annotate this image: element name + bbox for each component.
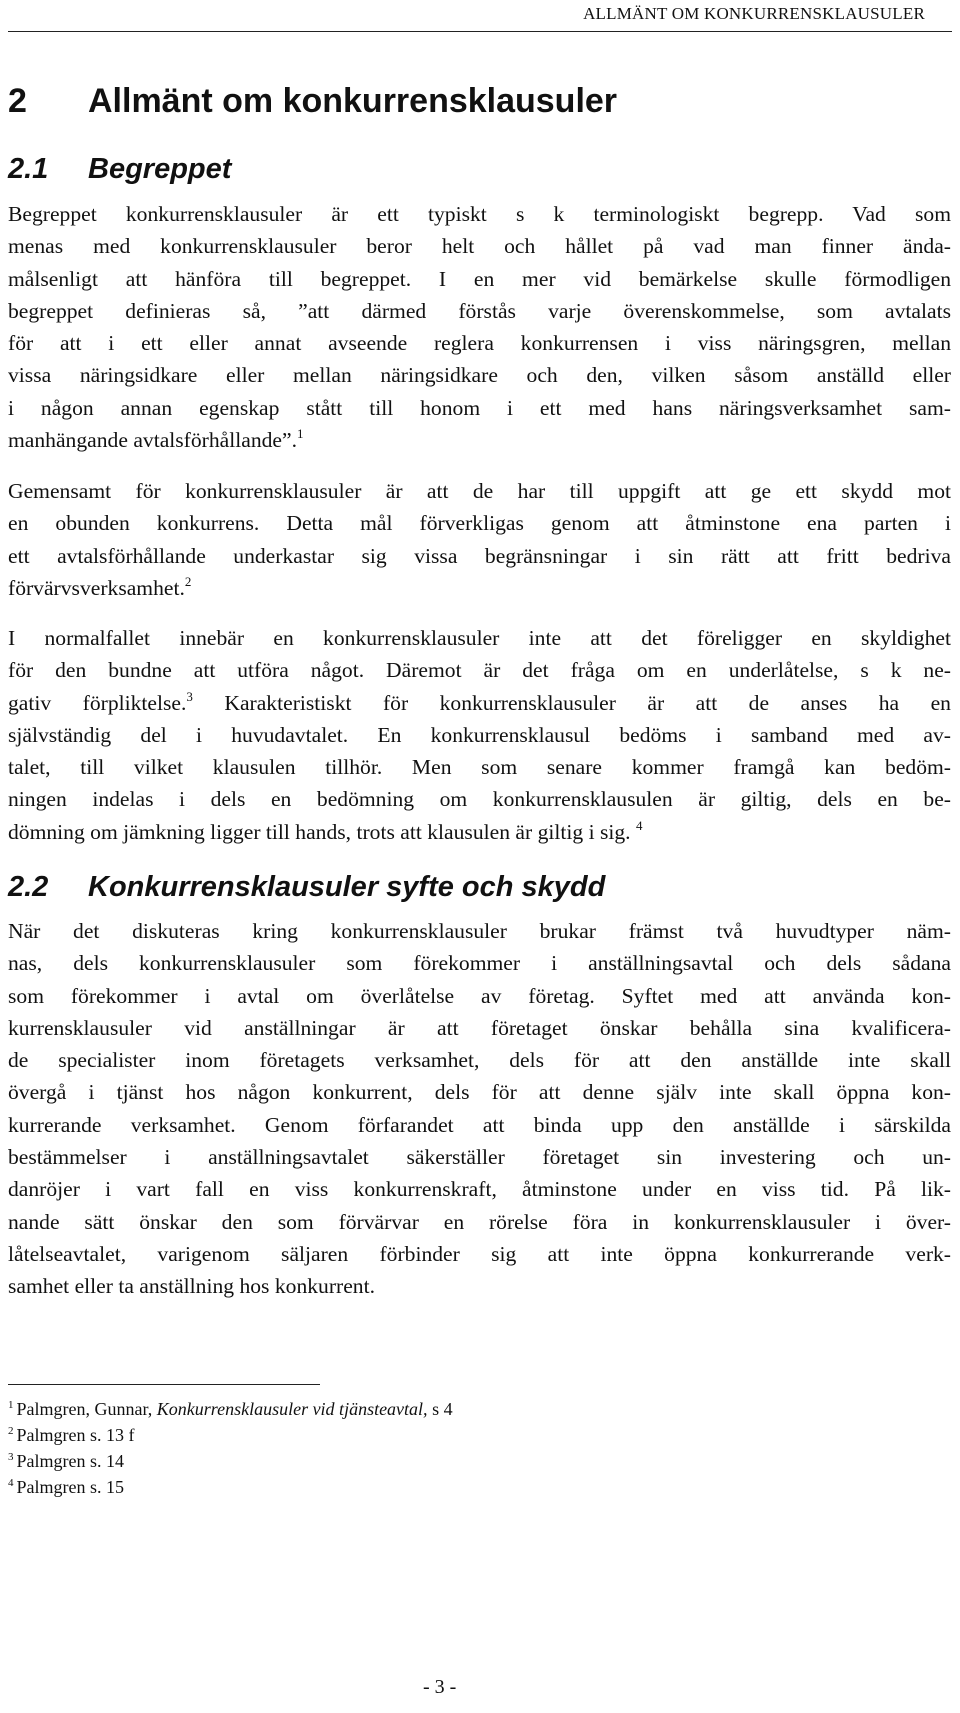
text-line (8, 816, 951, 848)
footnotes (8, 1396, 453, 1500)
running-header: ALLMÄNT OM KONKURRENSKLAUSULER (583, 4, 925, 23)
chapter-heading (8, 82, 617, 121)
footnote-mark: 3 (8, 1451, 14, 1463)
footnote-text: Palmgren s. 15 (16, 1477, 124, 1497)
text-line: nas, dels konkurrensklausuler som förekommer i anställningsavtal och dels sådana (8, 951, 951, 976)
text-line: ningen indelas i dels en bedömning om konkurrensklausulen är giltig, dels en be- (8, 787, 951, 812)
text-line: nande sätt önskar den som förvärvar en rörelse föra in konkurrensklausuler i över- (8, 1209, 951, 1234)
text-line: i någon annan egenskap stått till honom i ett med hans näringsverksamhet sam- (8, 395, 951, 420)
footnote-separator (8, 1384, 320, 1385)
footnote-item (8, 1422, 453, 1448)
paragraph-definition (8, 198, 951, 456)
text-line: målsenligt att hänföra till begreppet. I en mer vid bemärkelse skulle förmodligen (8, 266, 951, 291)
footnote-text: Palmgren s. 13 f (16, 1425, 135, 1445)
text-fragment: manhängande avtalsförhållande”. (8, 428, 297, 453)
text-line: ett avtalsförhållande underkastar sig vissa begränsningar i sin rätt att fritt bedriva (8, 543, 951, 568)
text-line: kurrensklausuler vid anställningar är att företaget önskar behålla sina kvalificera- (8, 1015, 951, 1040)
text-line (8, 687, 951, 719)
text-line: övergå i tjänst hos någon konkurrent, dels för att denne själv inte skall öppna kon- (8, 1080, 951, 1105)
text-line: menas med konkurrensklausuler beror helt och hållet på vad man finner ända- (8, 234, 951, 259)
footnote-mark: 2 (8, 1425, 14, 1437)
text-line (8, 424, 951, 456)
section-number: 2.2 (8, 871, 49, 903)
text-line: I normalfallet innebär en konkurrensklausuler inte att det föreligger en skyldighet (8, 626, 951, 650)
text-line: Begreppet konkurrensklausuler är ett typiskt s k terminologiskt begrepp. Vad som (8, 202, 951, 226)
footnote-text: Palmgren, Gunnar, (16, 1399, 157, 1419)
footnote-ref: 3 (186, 688, 193, 704)
paragraph-purpose (8, 475, 951, 604)
text-line: en obunden konkurrens. Detta mål förverkligas genom att åtminstone ena parten i (8, 511, 951, 536)
text-fragment: dömning om jämkning ligger till hands, trots att klausulen är giltig i sig. (8, 819, 631, 844)
section-title: Konkurrensklausuler syfte och skydd (88, 871, 606, 903)
text-line: självständig del i huvudavtalet. En konkurrensklausul bedöms i samband med av- (8, 722, 951, 747)
text-line: Gemensamt för konkurrensklausuler är att de har till uppgift att ge ett skydd mot (8, 479, 951, 503)
chapter-title: Allmänt om konkurrensklausuler (88, 82, 618, 120)
section-title: Begreppet (88, 153, 232, 185)
footnote-ref: 2 (184, 573, 192, 589)
text-line: för den bundne att utföra något. Däremot är det fråga om en underlåtelse, s k ne- (8, 658, 951, 683)
paragraph-purpose-protection (8, 915, 951, 1303)
text-line: vissa näringsidkare eller mellan näringsidkare och den, vilken såsom anställd eller (8, 363, 951, 388)
text-fragment: Karakteristiskt för konkurrensklausuler är att de anses ha en (192, 690, 951, 715)
footnote-ref: 1 (297, 426, 304, 442)
text-line: När det diskuteras kring konkurrensklausuler brukar främst två huvudtyper näm- (8, 919, 951, 943)
text-line: bestämmelser i anställningsavtalet säkerställer företaget sin investering och un- (8, 1145, 951, 1170)
text-line: kurrerande verksamhet. Genom förfarandet att binda upp den anställde i särskilda (8, 1112, 951, 1137)
page-number: - 3 - (423, 1676, 457, 1698)
footnote-item (8, 1396, 453, 1422)
footnote-text: Palmgren s. 14 (16, 1451, 124, 1471)
text-line: begreppet definieras så, ”att därmed förstås varje överenskommelse, som avtalats (8, 298, 951, 323)
paragraph-normal-case (8, 622, 951, 848)
text-line: som förekommer i avtal om överlåtelse av företag. Syftet med att använda kon- (8, 983, 951, 1008)
text-line (8, 572, 951, 604)
section-2-1-heading (8, 153, 231, 186)
header-rule (8, 31, 952, 32)
text-fragment: förvärvsverksamhet. (8, 575, 185, 600)
text-line: låtelseavtalet, varigenom säljaren förbinder sig att inte öppna konkurrerande verk- (8, 1241, 951, 1266)
text-line: för att i ett eller annat avseende reglera konkurrensen i viss näringsgren, mellan (8, 331, 951, 356)
footnote-mark: 4 (8, 1477, 14, 1489)
footnote-text: s 4 (427, 1399, 453, 1419)
section-2-2-heading (8, 871, 605, 904)
footnote-item (8, 1448, 453, 1474)
footnote-ref: 4 (635, 817, 643, 833)
chapter-number: 2 (8, 82, 27, 120)
footnote-mark: 1 (8, 1399, 14, 1411)
text-fragment: gativ förpliktelse. (8, 690, 187, 715)
text-line: de specialister inom företagets verksamhet, dels för att den anställde inte skall (8, 1048, 951, 1073)
text-line: danröjer i vart fall en viss konkurrenskraft, åtminstone under en viss tid. På lik- (8, 1177, 951, 1202)
section-number: 2.1 (8, 153, 49, 185)
text-line: talet, till vilket klausulen tillhör. Men som senare kommer framgå kan bedöm- (8, 755, 951, 780)
footnote-book-title: Konkurrensklausuler vid tjänsteavtal, (156, 1399, 428, 1419)
text-line: samhet eller ta anställning hos konkurrent. (8, 1274, 375, 1299)
footnote-item (8, 1474, 453, 1500)
